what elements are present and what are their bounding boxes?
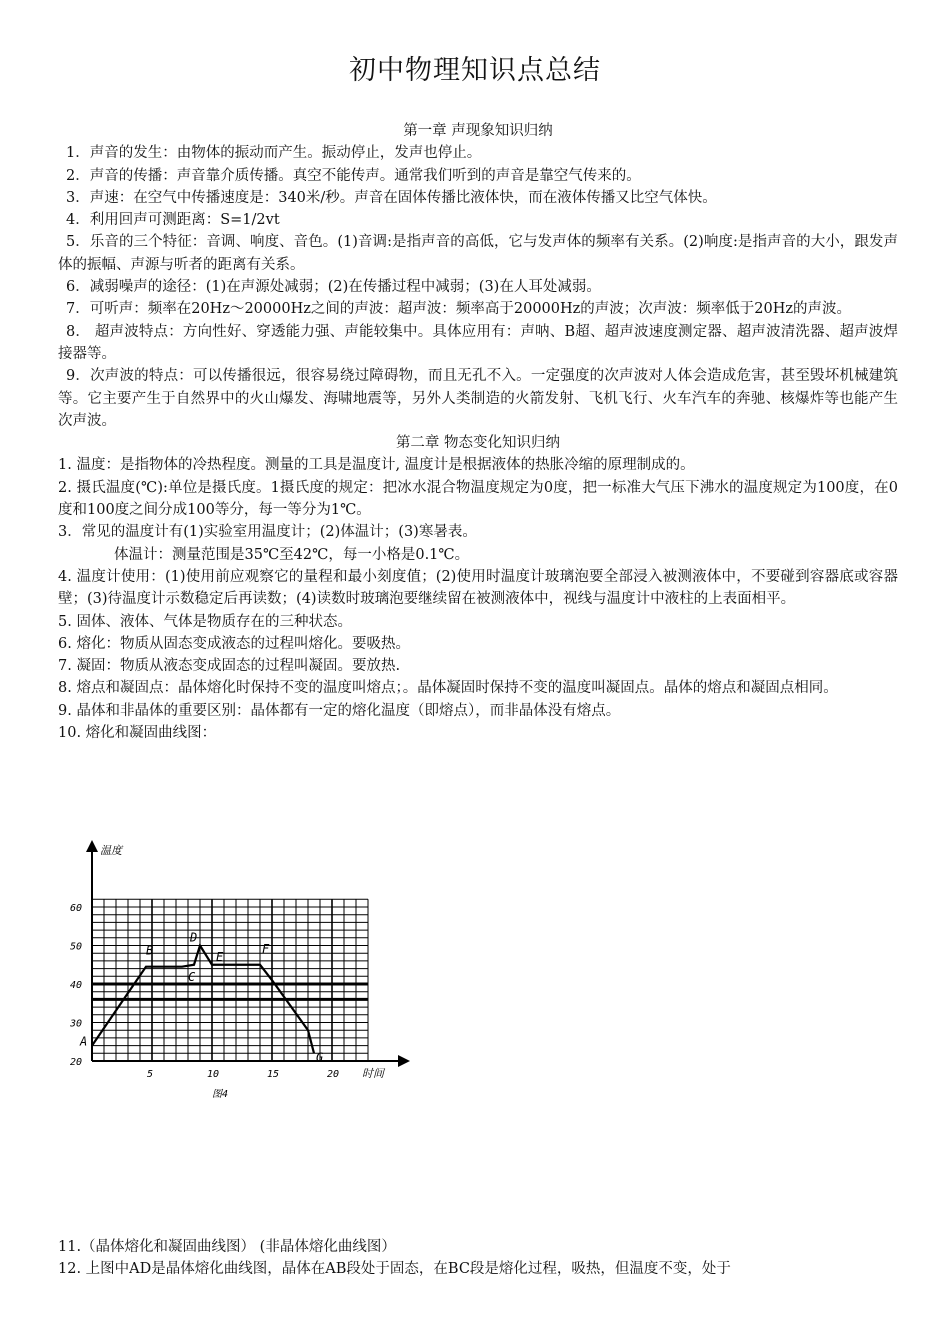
chapter-1-item: 4．利用回声可测距离：S=1/2vt bbox=[66, 212, 280, 229]
document-bottom bbox=[58, 1236, 898, 1281]
chapter-2-item: 5. 固体、液体、气体是物质存在的三种状态。 bbox=[58, 613, 352, 630]
y-tick-label: 20 bbox=[70, 1057, 83, 1068]
point-label: E bbox=[216, 949, 224, 964]
document-body bbox=[58, 120, 898, 744]
chapter-1-item: 1．声音的发生：由物体的振动而产生。振动停止，发声也停止。 bbox=[66, 145, 482, 162]
chapter-1-item: 9．次声波的特点：可以传播很远，很容易绕过障碍物，而且无孔不入。一定强度的次声波对人体会造成危害，甚至毁坏机械建筑等。它主要产生于自然界中的火山爆发、海啸地震等，另外人类制造的火箭发射、飞机飞行、火车汽车的奔驰、核爆炸等也能产生次声波。 bbox=[58, 368, 898, 429]
page-title: 初中物理知识点总结 bbox=[349, 55, 601, 86]
chapter-2-item: 体温计：测量范围是35℃至42℃，每一小格是0.1℃。 bbox=[114, 546, 470, 563]
chapter-1-item: 8． 超声波特点：方向性好、穿透能力强、声能较集中。具体应用有：声呐、B超、超声波速度测定器、超声波清洗器、超声波焊接器等。 bbox=[58, 323, 898, 362]
x-tick-label: 15 bbox=[267, 1069, 280, 1080]
chapter-2-item: 6. 熔化：物质从固态变成液态的过程叫熔化。要吸热。 bbox=[58, 635, 410, 652]
x-axis-arrow bbox=[398, 1055, 410, 1067]
point-label: C bbox=[188, 969, 196, 984]
point-label: F bbox=[262, 941, 270, 956]
y-tick-label: 60 bbox=[70, 903, 83, 914]
y-axis-arrow bbox=[86, 840, 98, 852]
chapter-2-item: 10. 熔化和凝固曲线图： bbox=[58, 725, 217, 742]
point-label: A bbox=[80, 1034, 88, 1049]
chapter-2-item: 4. 温度计使用：(1)使用前应观察它的量程和最小刻度值；(2)使用时温度计玻璃泡要全部浸入被测液体中，不要碰到容器底或容器壁；(3)待温度计示数稳定后再读数；(4)读数时玻璃泡要继续留在被测液体中，视线与温度计中液柱的上表面相平。 bbox=[58, 568, 898, 608]
y-tick-label: 50 bbox=[70, 941, 83, 953]
melting-curve-chart bbox=[70, 836, 420, 1098]
y-tick-label: 40 bbox=[70, 980, 83, 991]
chapter-2-item: 8. 熔点和凝固点：晶体熔化时保持不变的温度叫熔点；。晶体凝固时保持不变的温度叫凝固点。晶体的熔点和凝固点相同。 bbox=[58, 680, 838, 697]
chapter-1-item: 7．可听声：频率在20Hz～20000Hz之间的声波：超声波：频率高于20000Hz的声波；次声波：频率低于20Hz的声波。 bbox=[66, 301, 852, 318]
y-axis-label: 温度 bbox=[100, 844, 122, 857]
chapter-2-item: 7. 凝固：物质从液态变成固态的过程叫凝固。要放热. bbox=[58, 658, 401, 675]
chapter-1-heading: 第一章 声现象知识归纳 bbox=[403, 123, 553, 139]
chapter-1-item: 2．声音的传播：声音靠介质传播。真空不能传声。通常我们听到的声音是靠空气传来的。 bbox=[66, 167, 641, 184]
chapter-2-heading: 第二章 物态变化知识归纳 bbox=[395, 435, 561, 452]
x-tick-label: 5 bbox=[147, 1069, 154, 1080]
y-tick-label: 30 bbox=[70, 1018, 83, 1030]
point-label: B bbox=[146, 943, 154, 958]
x-tick-label: 10 bbox=[207, 1069, 220, 1080]
chapter-2-item: 1. 温度：是指物体的冷热程度。测量的工具是温度计, 温度计是根据液体的热胀冷缩的原理制成的。 bbox=[58, 457, 695, 474]
chapter-1-item: 3．声速：在空气中传播速度是：340米/秒。声音在固体传播比液体快，而在液体传播又比空气体快。 bbox=[66, 189, 717, 206]
figure-caption: 图4 bbox=[212, 1089, 229, 1098]
chapter-1-item: 5．乐音的三个特征：音调、响度、音色。(1)音调:是指声音的高低，它与发声体的频率有关系。(2)响度:是指声音的大小，跟发声体的振幅、声源与听者的距离有关系。 bbox=[58, 234, 898, 273]
chapter-2-item: 2. 摄氏温度(℃):单位是摄氏度。1摄氏度的规定：把冰水混合物温度规定为0度，把一标准大气压下沸水的温度规定为100度，在0度和100度之间分成100等分，每一等分为1℃。 bbox=[58, 479, 898, 519]
chapter-2-item: 3．常见的温度计有(1)实验室用温度计；(2)体温计；(3)寒暑表。 bbox=[58, 524, 477, 541]
point-label: D bbox=[190, 930, 198, 945]
bottom-item: 12. 上图中AD是晶体熔化曲线图，晶体在AB段处于固态，在BC段是熔化过程，吸热，但温度不变，处于 bbox=[58, 1261, 731, 1278]
x-tick-label: 20 bbox=[327, 1069, 340, 1080]
chapter-2-item: 9. 晶体和非晶体的重要区别：晶体都有一定的熔化温度（即熔点），而非晶体没有熔点。 bbox=[58, 702, 621, 719]
point-label: G bbox=[316, 1050, 324, 1065]
bottom-item: 11.（晶体熔化和凝固曲线图） (非晶体熔化曲线图） bbox=[58, 1239, 396, 1255]
x-axis-label: 时间 bbox=[362, 1067, 384, 1080]
chapter-1-item: 6．减弱噪声的途径：(1)在声源处减弱；(2)在传播过程中减弱；(3)在人耳处减弱。 bbox=[66, 279, 601, 296]
